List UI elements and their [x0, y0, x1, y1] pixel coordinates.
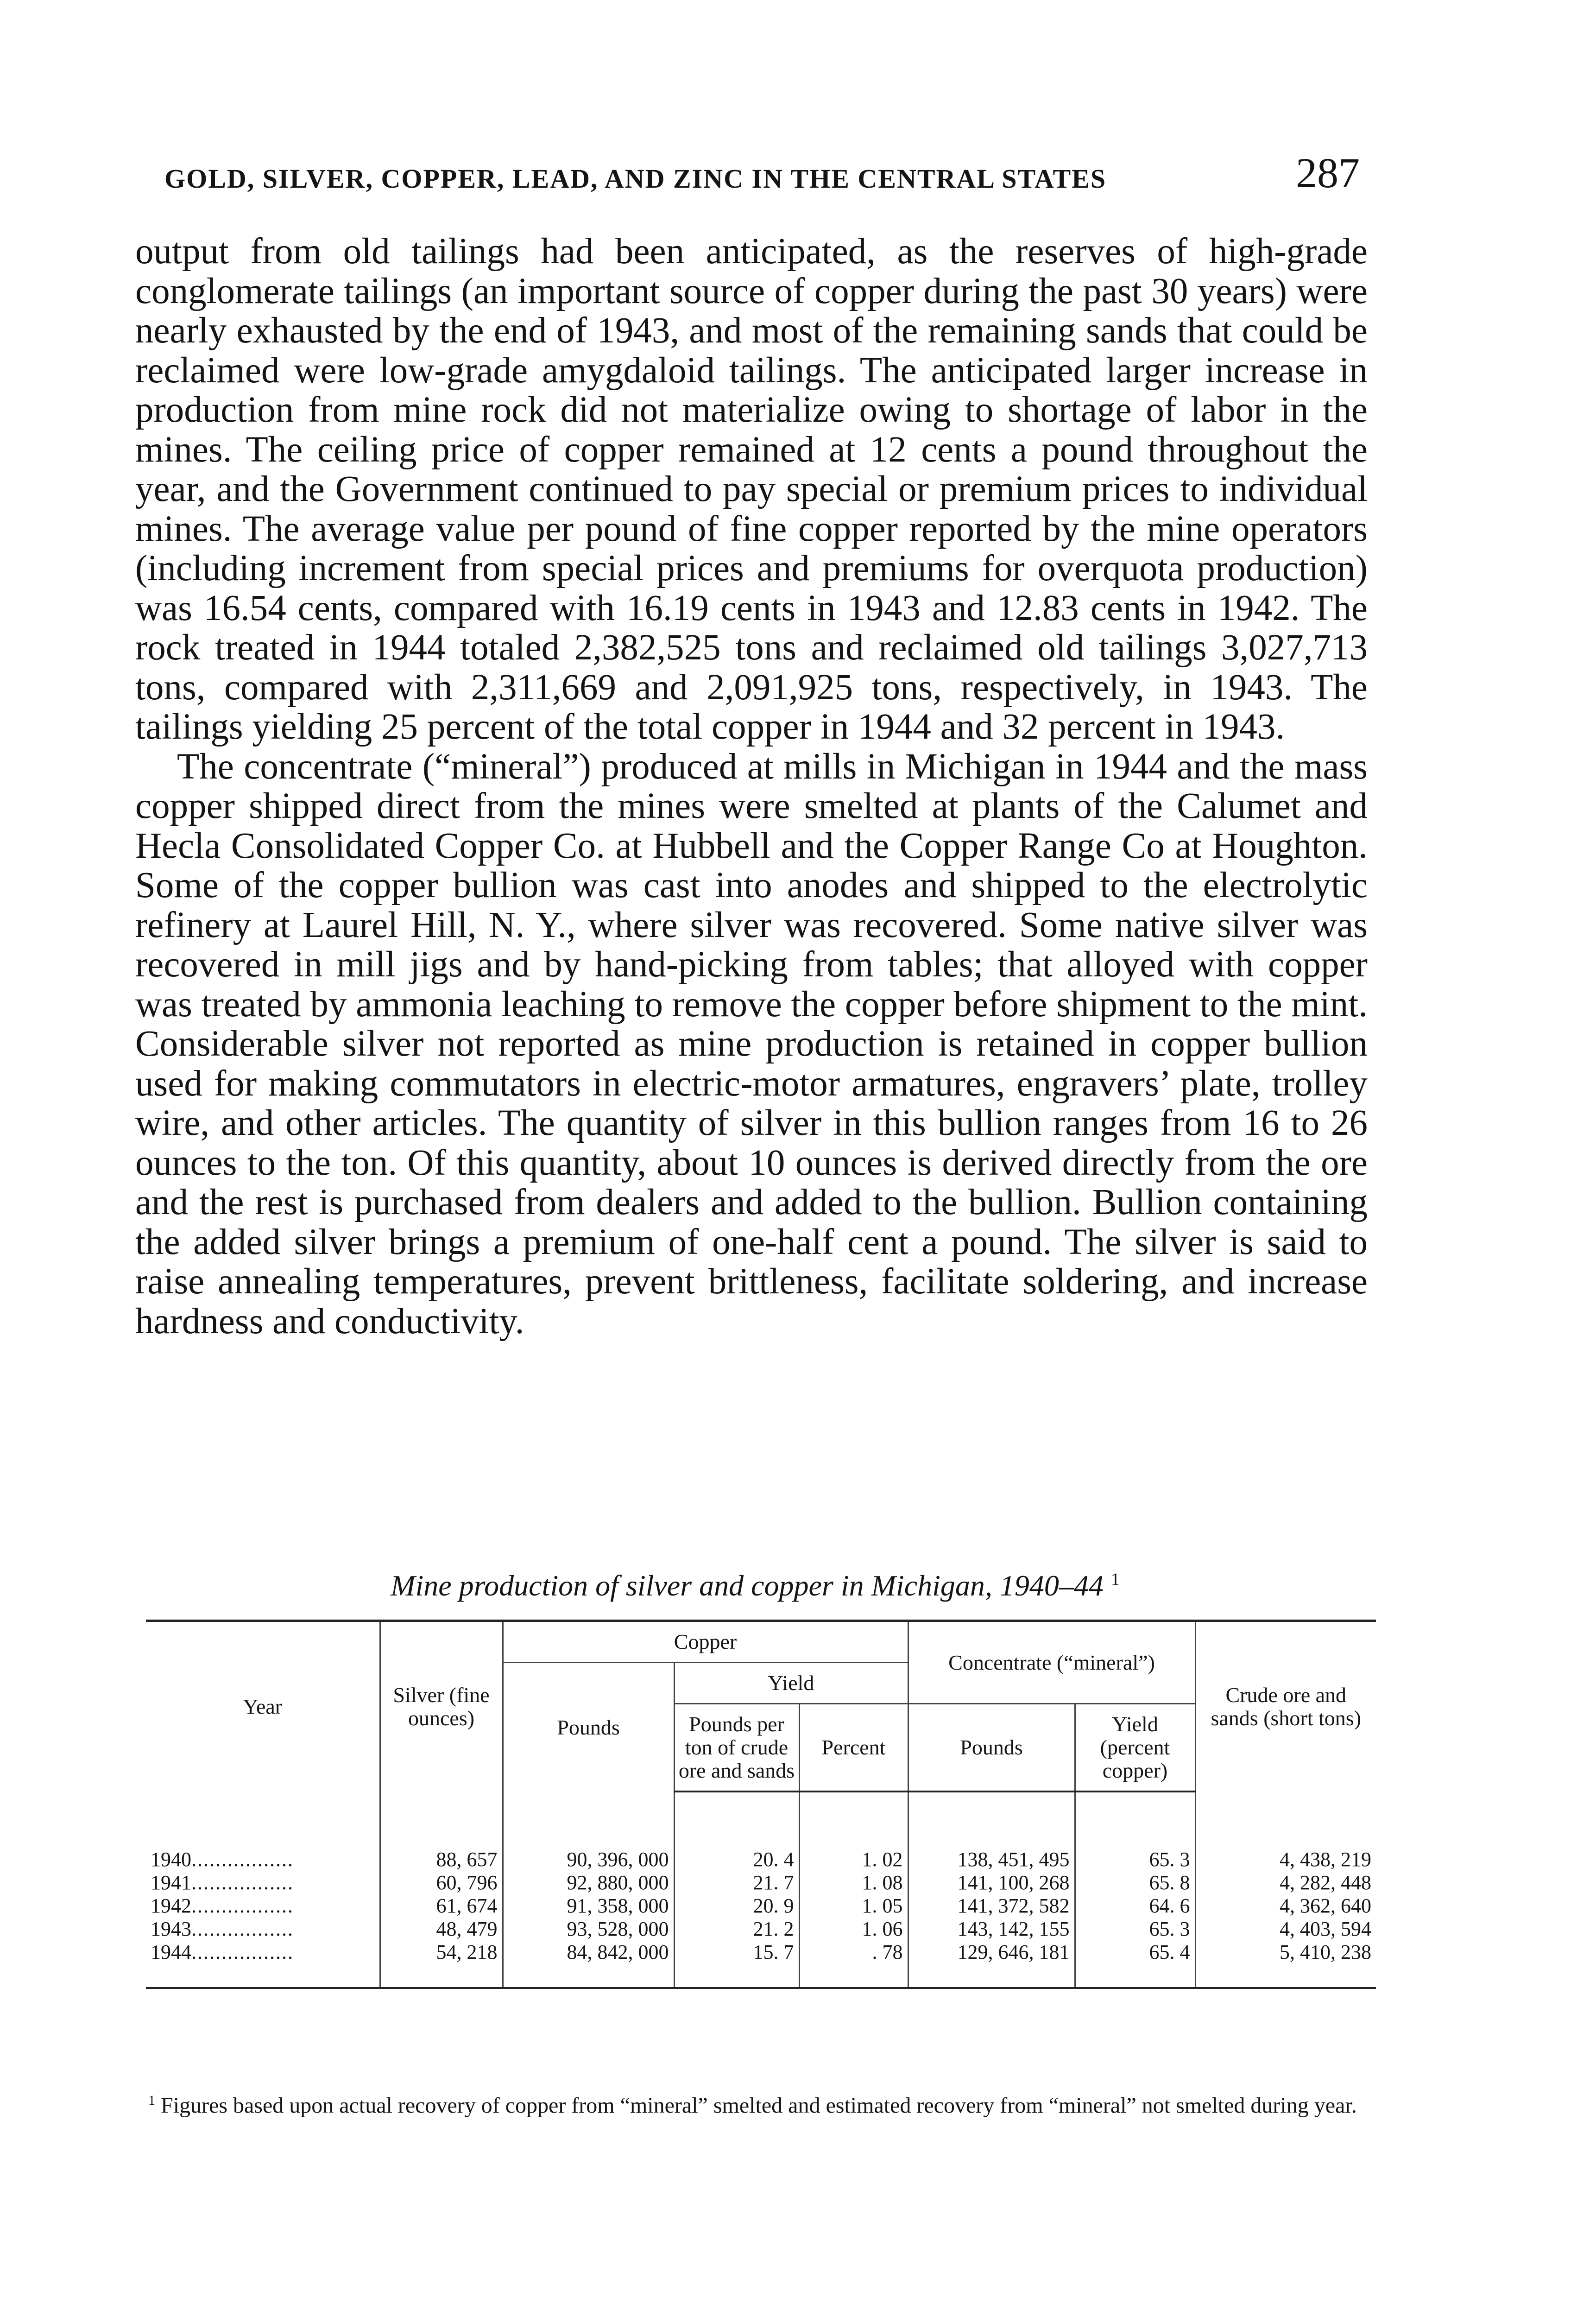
row-pounds-per-ton: 20. 9: [674, 1894, 799, 1918]
row-percent: 1. 08: [799, 1871, 908, 1894]
row-copper-pounds: 84, 842, 000: [503, 1941, 674, 1988]
row-concentrate-yield: 65. 4: [1075, 1941, 1195, 1988]
table-row: 1942................. 61, 674 91, 358, 000 20. 9 1. 05 141, 372, 582 64. 6 4, 362, 640: [146, 1894, 1376, 1918]
table-row: 1940................. 88, 657 90, 396, 000 20. 4 1. 02 138, 451, 495 65. 3 4, 438, 219: [146, 1848, 1376, 1871]
row-crude-ore: 4, 362, 640: [1195, 1894, 1376, 1918]
row-year: 1941: [151, 1871, 191, 1894]
row-crude-ore: 4, 282, 448: [1195, 1871, 1376, 1894]
row-copper-pounds: 91, 358, 000: [503, 1894, 674, 1918]
table-caption-note: 1: [1110, 1570, 1120, 1589]
paragraph-1: output from old tailings had been anticipated, as the reserves of high-grade conglomerate tailings (an important source of copper during the past 30 years) were nearly exhausted by the end of 1943, and most of the remaining sands that could be reclaimed were low-grade amygdaloid tailings. The anticipated larger increase in production from mine rock did not materialize owing to shortage of labor in the mines. The ceiling price of copper remained at 12 cents a pound throughout the year, and the Government continued to pay special or premium prices to individual mines. The average value per pound of fine copper reported by the mine operators (including increment from special prices and premiums for overquota production) was 16.54 cents, compared with 16.19 cents in 1943 and 12.83 cents in 1942. The rock treated in 1944 totaled 2,382,525 tons and reclaimed old tailings 3,027,713 tons, compared with 2,311,669 and 2,091,925 tons, respectively, in 1943. The tailings yielding 25 percent of the total copper in 1944 and 32 percent in 1943.: [135, 231, 1368, 747]
paragraph-2: The concentrate (“mineral”) produced at mills in Michigan in 1944 and the mass copper shipped direct from the mines were smelted at plants of the Calumet and Hecla Consolidated Copper Co. at Hubbell and the Copper Range Co at Houghton. Some of the copper bullion was cast into anodes and shipped to the electrolytic refinery at Laurel Hill, N. Y., where silver was recovered. Some native silver was recovered in mill jigs and by hand-picking from tables; that alloyed with copper was treated by ammonia leaching to remove the copper before shipment to the mint. Considerable silver not reported as mine production is retained in copper bullion used for making commutators in electric-motor armatures, engravers’ plate, trolley wire, and other articles. The quantity of silver in this bullion ranges from 16 to 26 ounces to the ton. Of this quantity, about 10 ounces is derived directly from the ore and the rest is purchased from dealers and added to the bullion. Bullion containing the added silver brings a premium of one-half cent a pound. The silver is said to raise annealing temperatures, prevent brittleness, facilitate soldering, and increase hardness and conductivity.: [135, 746, 1368, 1342]
header-crude-ore: Crude ore and sands (short tons): [1195, 1621, 1376, 1792]
table-footnote: [148, 2088, 1371, 2118]
table-caption-text: Mine production of silver and copper in Michigan, 1940–44: [391, 1569, 1104, 1602]
header-silver: Silver (fine ounces): [380, 1621, 503, 1792]
header-yield: Yield: [674, 1663, 908, 1704]
page-number: 287: [1296, 149, 1360, 196]
row-crude-ore: 4, 403, 594: [1195, 1918, 1376, 1941]
row-concentrate-yield: 65. 3: [1075, 1848, 1195, 1871]
table-caption: [139, 1569, 1371, 1603]
header-pounds-per-ton: Pounds per ton of crude ore and sands: [674, 1704, 799, 1792]
footnote-text: Figures based upon actual recovery of copper from “mineral” smelted and estimated recovery from “mineral” not smelted during year.: [161, 2093, 1357, 2118]
row-silver: 88, 657: [380, 1848, 503, 1871]
table-row: 1941................. 60, 796 92, 880, 000 21. 7 1. 08 141, 100, 268 65. 8 4, 282, 448: [146, 1871, 1376, 1894]
row-concentrate-pounds: 141, 100, 268: [908, 1871, 1075, 1894]
row-pounds-per-ton: 15. 7: [674, 1941, 799, 1988]
row-concentrate-pounds: 141, 372, 582: [908, 1894, 1075, 1918]
row-copper-pounds: 90, 396, 000: [503, 1848, 674, 1871]
header-concentrate-pounds: Pounds: [908, 1704, 1075, 1792]
row-year: 1940: [151, 1848, 191, 1871]
row-year: 1944: [151, 1941, 191, 1963]
header-year: Year: [146, 1621, 380, 1792]
row-silver: 60, 796: [380, 1871, 503, 1894]
row-concentrate-yield: 65. 3: [1075, 1918, 1195, 1941]
row-copper-pounds: 93, 528, 000: [503, 1918, 674, 1941]
row-concentrate-pounds: 143, 142, 155: [908, 1918, 1075, 1941]
row-crude-ore: 4, 438, 219: [1195, 1848, 1376, 1871]
row-concentrate-yield: 65. 8: [1075, 1871, 1195, 1894]
row-pounds-per-ton: 20. 4: [674, 1848, 799, 1871]
footnote-marker: 1: [148, 2093, 155, 2108]
row-concentrate-yield: 64. 6: [1075, 1894, 1195, 1918]
header-concentrate-yield: Yield (percent copper): [1075, 1704, 1195, 1792]
row-silver: 54, 218: [380, 1941, 503, 1988]
row-concentrate-pounds: 138, 451, 495: [908, 1848, 1075, 1871]
row-pounds-per-ton: 21. 7: [674, 1871, 799, 1894]
header-title: GOLD, SILVER, COPPER, LEAD, AND ZINC IN THE CENTRAL STATES: [164, 164, 1107, 194]
row-percent: 1. 02: [799, 1848, 908, 1871]
table-row: 1943................. 48, 479 93, 528, 000 21. 2 1. 06 143, 142, 155 65. 3 4, 403, 594: [146, 1918, 1376, 1941]
row-copper-pounds: 92, 880, 000: [503, 1871, 674, 1894]
row-percent: . 78: [799, 1941, 908, 1988]
table-row: 1944................. 54, 218 84, 842, 000 15. 7 . 78 129, 646, 181 65. 4 5, 410, 238: [146, 1941, 1376, 1988]
header-copper: Copper: [503, 1621, 908, 1663]
header-concentrate: Concentrate (“mineral”): [908, 1621, 1195, 1704]
production-table: [146, 1620, 1376, 1989]
header-percent: Percent: [799, 1704, 908, 1792]
running-header: [164, 144, 1360, 204]
row-year: 1942: [151, 1894, 191, 1917]
row-percent: 1. 06: [799, 1918, 908, 1941]
row-year: 1943: [151, 1918, 191, 1940]
row-concentrate-pounds: 129, 646, 181: [908, 1941, 1075, 1988]
header-copper-pounds: Pounds: [503, 1663, 674, 1792]
row-percent: 1. 05: [799, 1894, 908, 1918]
row-silver: 61, 674: [380, 1894, 503, 1918]
row-crude-ore: 5, 410, 238: [1195, 1941, 1376, 1988]
row-silver: 48, 479: [380, 1918, 503, 1941]
body-text: [135, 232, 1368, 1341]
production-table-wrap: [146, 1620, 1376, 1989]
row-pounds-per-ton: 21. 2: [674, 1918, 799, 1941]
